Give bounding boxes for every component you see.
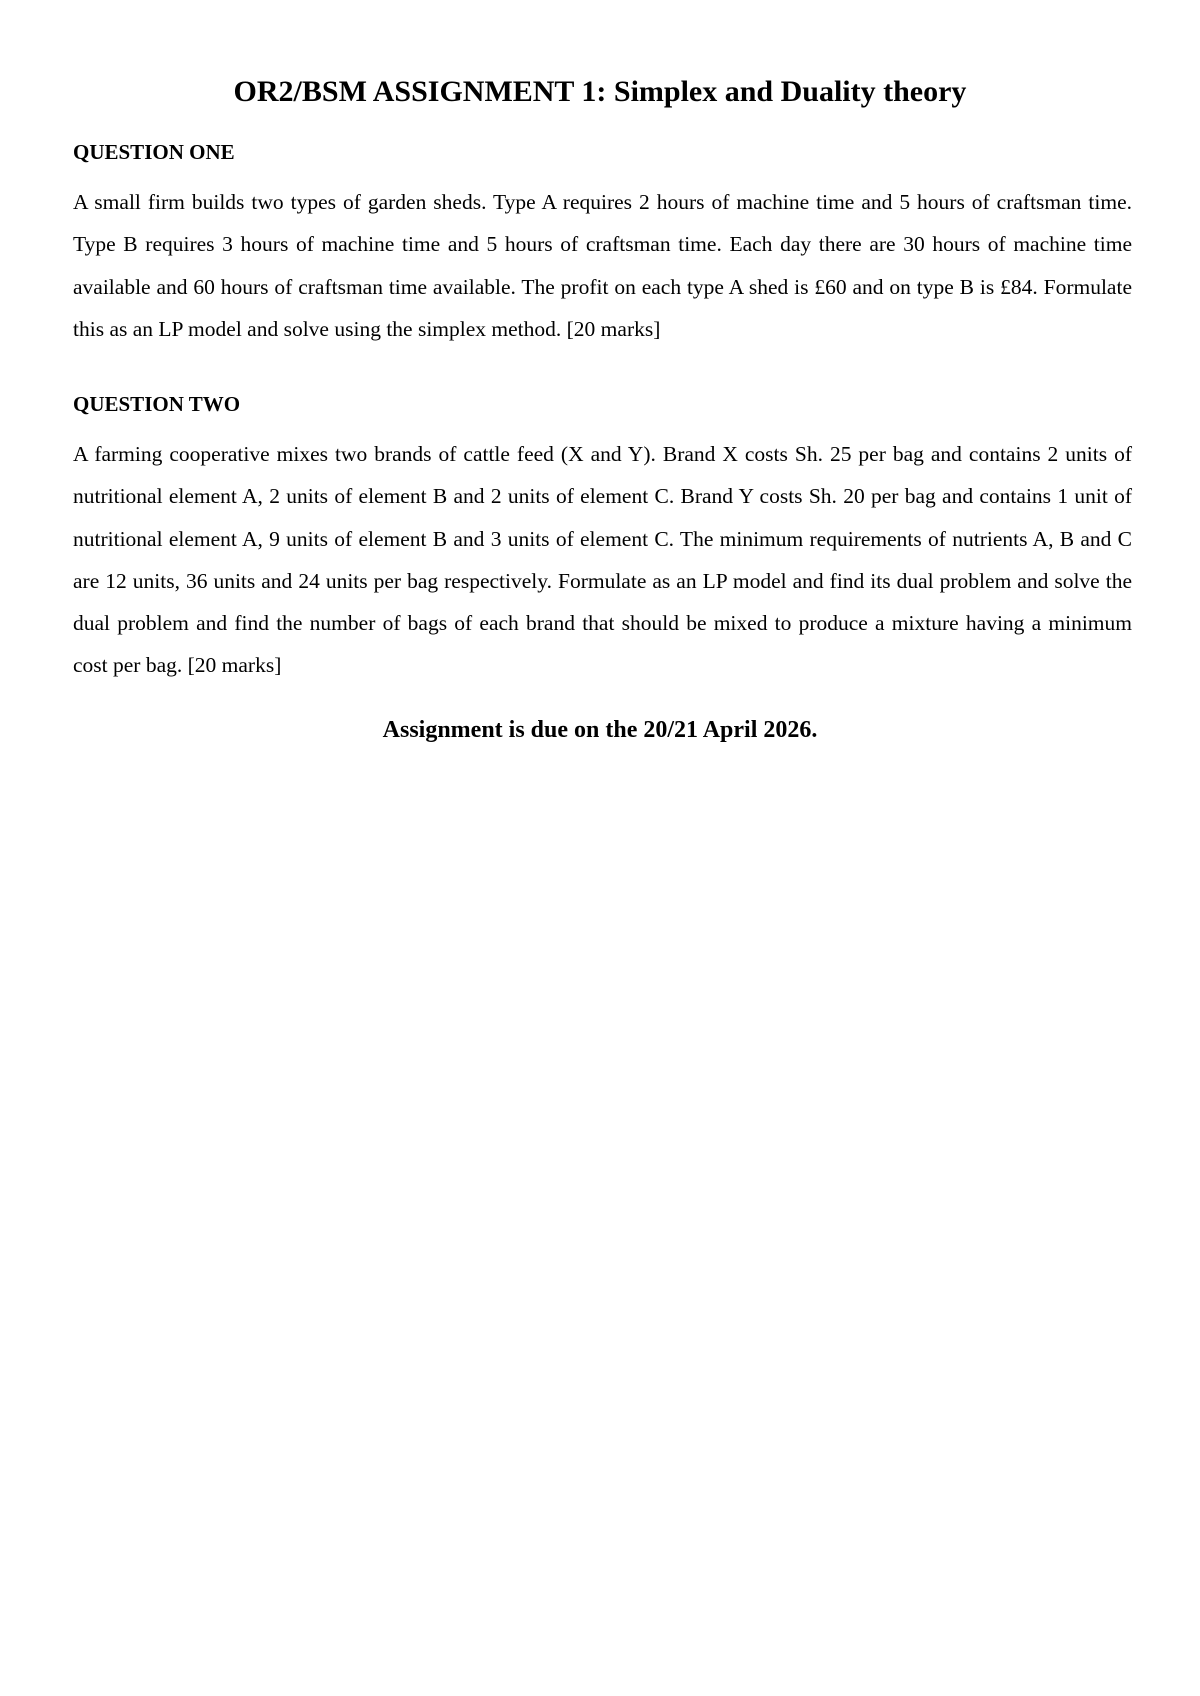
due-date-note: Assignment is due on the 20/21 April 2026. xyxy=(382,717,818,743)
document-title: OR2/BSM ASSIGNMENT 1: Simplex and Duality theory xyxy=(233,75,967,108)
question-one-heading: QUESTION ONE xyxy=(73,140,235,164)
question-two-text: A farming cooperative mixes two brands of cattle feed (X and Y). Brand X costs Sh. 25 per bag and contains 2 units of nutritional element A, 2 units of element B and 2 units of element C. Brand Y costs Sh. 20 per bag and contains 1 unit of nutritional element A, 9 units of element B and 3 units of element C. The minimum requirements of nutrients A, B and C are 12 units, 36 units and 24 units per bag respectively. Formulate as an LP model and find its dual problem and solve the dual problem and find the number of bags of each brand that should be mixed to produce a mixture having a minimum cost per bag. [20 marks] xyxy=(73,442,1132,678)
question-two-heading: QUESTION TWO xyxy=(73,392,241,416)
question-one-text: A small firm builds two types of garden sheds. Type A requires 2 hours of machine time and 5 hours of craftsman time. Type B requires 3 hours of machine time and 5 hours of craftsman time. Each day there are 30 hours of machine time available and 60 hours of craftsman time available. The profit on each type A shed is £60 and on type B is £84. Formulate this as an LP model and solve using the simplex method. [20 marks] xyxy=(73,190,1132,341)
